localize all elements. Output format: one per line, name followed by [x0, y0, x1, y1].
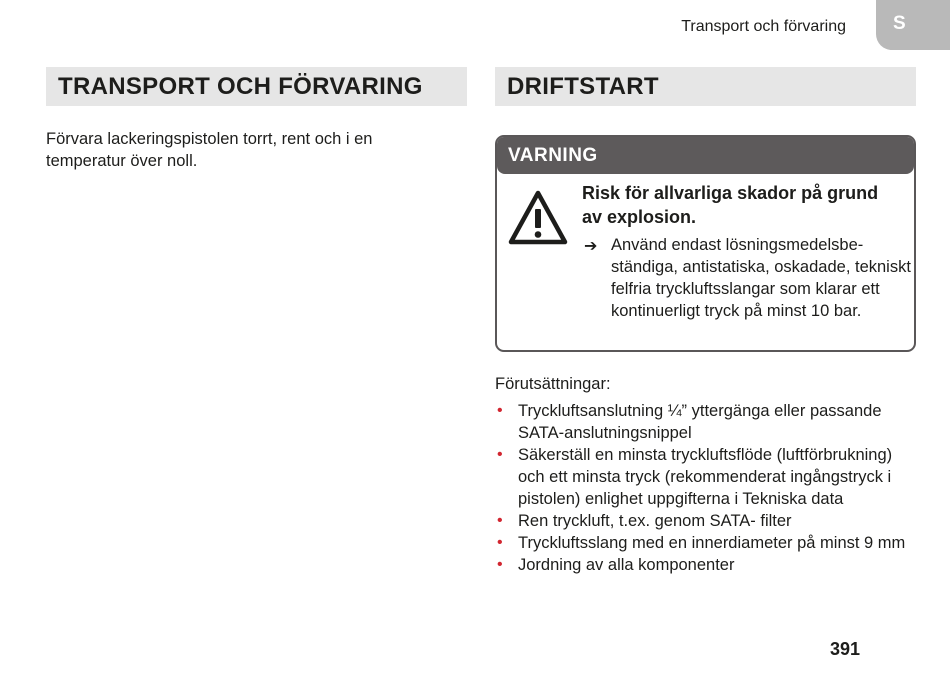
section-title-transport: TRANSPORT OCH FÖRVARING [46, 67, 467, 106]
bullet-icon: • [497, 512, 503, 529]
warning-box [495, 135, 916, 352]
warning-triangle-icon [507, 189, 569, 247]
list-item [495, 444, 915, 510]
prerequisites-label: Förutsättningar: [495, 375, 611, 393]
language-tab [876, 0, 950, 50]
list-item [495, 554, 915, 576]
list-item-text: Jordning av alla komponenter [518, 556, 735, 574]
bullet-icon: • [497, 534, 503, 551]
prerequisites-list [495, 400, 915, 576]
language-tab-label: S [893, 13, 906, 34]
bullet-icon: • [497, 446, 503, 463]
list-item [495, 510, 915, 532]
list-item-text: Ren tryckluft, t.ex. genom SATA- filter [518, 512, 792, 530]
list-item-text: Tryckluftsanslutning ¼” yttergänga eller passande SATA-anslutningsnippel [518, 402, 882, 442]
section-title-driftstart: DRIFTSTART [495, 67, 916, 106]
page-number: 391 [829, 639, 860, 659]
list-item [495, 532, 915, 554]
list-item [495, 400, 915, 444]
warning-instruction: Använd endast lösningsmedelsbeständiga, antistatiska, oskadade, tekniskt felfria tryckluftsslangar som klarar ett kontinuerligt tryck på minst 10 bar. [611, 236, 911, 320]
bullet-icon: • [497, 556, 503, 573]
warning-heading: Risk för allvarliga skador på grund av explosion. [582, 183, 879, 227]
list-item-text: Säkerställ en minsta tryckluftsflöde (luftförbrukning) och ett minsta tryck (rekommenderat ingångstryck i pistolen) enlighet uppgifterna i Tekniska data [518, 446, 893, 508]
warning-label: VARNING [497, 137, 914, 174]
bullet-icon: • [497, 402, 503, 419]
running-title: Transport och förvaring [681, 18, 846, 35]
storage-paragraph: Förvara lackeringspistolen torrt, rent och i en temperatur över noll. [46, 130, 373, 170]
list-item-text: Tryckluftsslang med en innerdiameter på minst 9 mm [518, 534, 906, 552]
arrow-right-icon: ➔ [584, 238, 598, 255]
